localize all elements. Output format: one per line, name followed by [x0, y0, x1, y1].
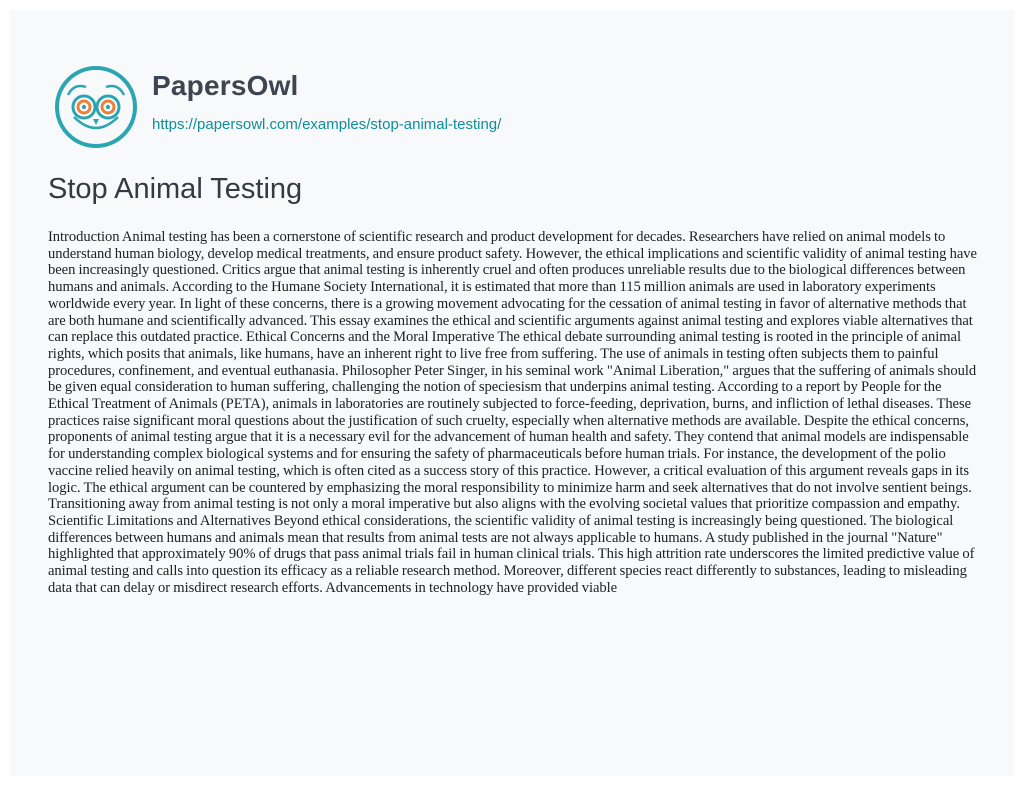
page-title: Stop Animal Testing [48, 173, 303, 205]
brand-text [152, 69, 752, 134]
document-page [10, 10, 1014, 776]
owl-icon [54, 65, 138, 149]
essay-body: Introduction Animal testing has been a cornerstone of scientific research and product development for decades. Researchers have relied on animal models to understand human biology, develop medical treatments, and ensure product safety. However, the ethical implications and scientific validity of animal testing have been increasingly questioned. Critics argue that animal testing is inherently cruel and often produces unreliable results due to the biological differences between humans and animals. According to the Humane Society International, it is estimated that more than 115 million animals are used in laboratory experiments worldwide every year. In light of these concerns, there is a growing movement advocating for the cessation of animal testing in favor of alternative methods that are both humane and scientifically advanced. This essay examines the ethical and scientific arguments against animal testing and explores viable alternatives that can replace this outdated practice. Ethical Concerns and the Moral Imperative The ethical debate surrounding animal testing is rooted in the principle of animal rights, which posits that animals, like humans, have an inherent right to live free from suffering. The use of animals in testing often subjects them to painful procedures, confinement, and eventual euthanasia. Philosopher Peter Singer, in his seminal work "Animal Liberation," argues that the suffering of animals should be given equal consideration to human suffering, challenging the notion of speciesism that underpins animal testing. According to a report by People for the Ethical Treatment of Animals (PETA), animals in laboratories are routinely subjected to force-feeding, deprivation, burns, and infliction of lethal diseases. These practices raise significant moral questions about the justification of such cruelty, especially when alternative methods are available. Despite the ethical concerns, proponents of animal testing argue that it is a necessary evil for the advancement of human health and safety. They contend that animal models are indispensable for understanding complex biological systems and for ensuring the safety of pharmaceuticals before human trials. For instance, the development of the polio vaccine relied heavily on animal testing, which is often cited as a success story of this practice. However, a critical evaluation of this argument reveals gaps in its logic. The ethical argument can be countered by emphasizing the moral responsibility to minimize harm and seek alternatives that do not involve sentient beings. Transitioning away from animal testing is not only a moral imperative but also aligns with the evolving societal values that prioritize compassion and empathy. Scientific Limitations and Alternatives Beyond ethical considerations, the scientific validity of animal testing is increasingly being questioned. The biological differences between humans and animals mean that results from animal tests are not always applicable to humans. A study published in the journal "Nature" highlighted that approximately 90% of drugs that pass animal trials fail in human clinical trials. This high attrition rate underscores the limited predictive value of animal testing and calls into question its efficacy as a reliable research method. Moreover, different species react differently to substances, leading to misleading data that can delay or misdirect research efforts. Advancements in technology have provided viable [48, 229, 977, 596]
source-url-link[interactable]: https://papersowl.com/examples/stop-animal-testing/ [152, 116, 502, 133]
brand-name: PapersOwl [152, 70, 299, 101]
